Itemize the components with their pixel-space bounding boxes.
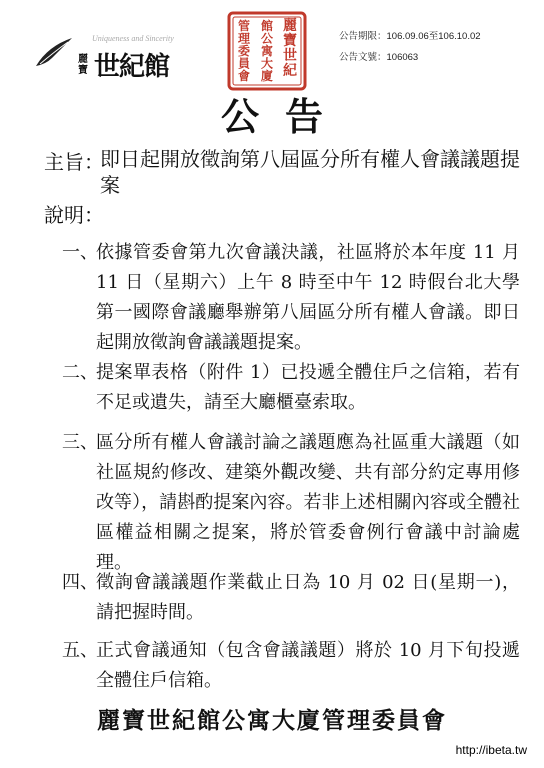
subject-label: 主旨：: [44, 150, 104, 174]
logo: [34, 16, 184, 82]
seal-column: 麗寶世紀: [283, 18, 297, 79]
seal-stamp: [226, 10, 308, 92]
logo-big-text: 世紀館: [94, 52, 170, 82]
page-title: 公告: [220, 94, 349, 139]
item-number: 三、: [62, 432, 98, 453]
notice-period: 公告期限：106.09.06至106.10.02: [339, 31, 481, 42]
logo-small-text: 麗寶: [78, 54, 88, 76]
notice-number: 公告文號：106063: [339, 52, 419, 63]
item-number: 一、: [62, 242, 98, 263]
logo-tagline: Uniqueness and Sincerity: [92, 34, 174, 43]
description-label: 說明：: [44, 203, 104, 227]
logo-feather-icon: [34, 36, 74, 70]
seal-column: 管理委員會: [237, 19, 251, 83]
item-text: 區分所有權人會議討論之議題應為社區重大議題（如社區規約修改、建築外觀改變、共有部分約定專用修改等），請斟酌提案內容。若非上述相關內容或全體社區權益相關之提案，將於管委會例行會議中討論處理。: [96, 432, 520, 573]
subject-text: 即日起開放徵詢第八屆區分所有權人會議議題提案: [100, 147, 520, 197]
item-text: 依據管委會第九次會議決議，社區將於本年度 11 月 11 日（星期六）上午 8 時至中午 12 時假台北大學第一國際會議廳舉辦第八屆區分所有權人會議。即日起開放徵詢會議議題提案。: [96, 242, 520, 353]
item-number: 五、: [62, 640, 98, 661]
notice-meta: [339, 26, 481, 68]
item-number: 二、: [62, 362, 98, 383]
item-number: 四、: [62, 572, 98, 593]
watermark: http://ibeta.tw: [453, 742, 530, 758]
footer-signature: 麗寶世紀館公寓大廈管理委員會: [97, 707, 447, 734]
item-text: 徵詢會議議題作業截止日為 10 月 02 日(星期一)，請把握時間。: [96, 572, 520, 623]
item-text: 提案單表格（附件 1）已投遞全體住戶之信箱，若有不足或遺失，請至大廳櫃臺索取。: [96, 362, 520, 413]
seal-column: 館公寓大廈: [260, 19, 274, 83]
item-text: 正式會議通知（包含會議議題）將於 10 月下旬投遞全體住戶信箱。: [96, 640, 520, 691]
